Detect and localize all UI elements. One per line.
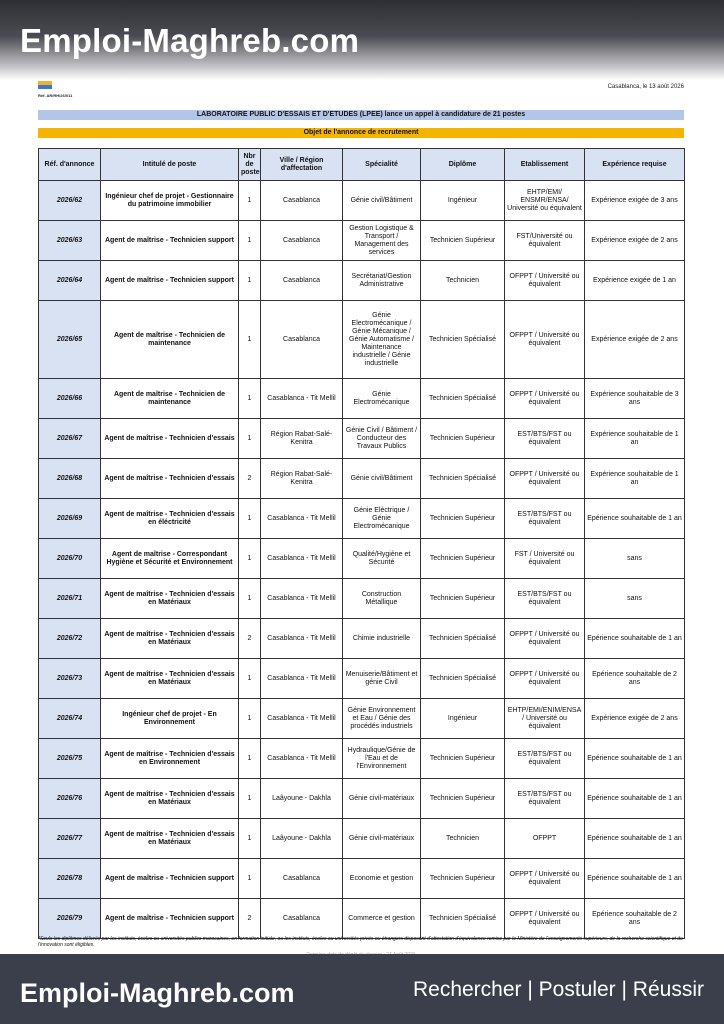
table-row bbox=[39, 301, 685, 379]
ref-cell: 2026/69 bbox=[39, 499, 101, 539]
positions-cell: 1 bbox=[239, 261, 261, 301]
institution-cell: OFPPT / Université ou équivalent bbox=[505, 301, 585, 379]
positions-cell: 1 bbox=[239, 659, 261, 699]
positions-cell: 2 bbox=[239, 899, 261, 939]
bottom-banner bbox=[0, 954, 724, 1024]
ref-cell: 2026/66 bbox=[39, 379, 101, 419]
table-row bbox=[39, 181, 685, 221]
job-title-cell: Agent de maîtrise - Technicien d'essais en Matériaux bbox=[101, 779, 239, 819]
experience-cell: Epérience souhaitable de 2 ans bbox=[585, 659, 685, 699]
positions-cell: 1 bbox=[239, 419, 261, 459]
specialty-cell: Gestion Logistique & Transport / Management des services bbox=[343, 221, 421, 261]
table-row bbox=[39, 261, 685, 301]
institution-cell: OFPPT / Université ou équivalent bbox=[505, 459, 585, 499]
lpee-logo-icon bbox=[38, 80, 52, 90]
specialty-cell: Hydraulique/Génie de l'Eau et de l'Environnement bbox=[343, 739, 421, 779]
job-title-cell: Agent de maîtrise - Technicien support bbox=[101, 221, 239, 261]
column-header: Spécialité bbox=[343, 149, 421, 181]
ref-cell: 2026/72 bbox=[39, 619, 101, 659]
ref-cell: 2026/74 bbox=[39, 699, 101, 739]
institution-cell: EST/BTS/FST ou équivalent bbox=[505, 739, 585, 779]
ref-cell: 2026/68 bbox=[39, 459, 101, 499]
specialty-cell: Génie civil/Bâtiment bbox=[343, 181, 421, 221]
city-cell: Casablanca - Tit Mellil bbox=[261, 619, 343, 659]
experience-cell: sans bbox=[585, 579, 685, 619]
diploma-cell: Technicien Supérieur bbox=[421, 779, 505, 819]
city-cell: Casablanca bbox=[261, 301, 343, 379]
job-title-cell: Ingénieur chef de projet - En Environnement bbox=[101, 699, 239, 739]
reference-number: Réf. AR/RH/26/011 bbox=[38, 93, 73, 98]
diploma-cell: Technicien Spécialisé bbox=[421, 899, 505, 939]
city-cell: Région Rabat-Salé-Kenitra bbox=[261, 459, 343, 499]
specialty-cell: Génie Environnement et Eau / Génie des procédés industriels bbox=[343, 699, 421, 739]
table-row bbox=[39, 221, 685, 261]
specialty-cell: Economie et gestion bbox=[343, 859, 421, 899]
experience-cell: Epérience souhaitable de 1 an bbox=[585, 619, 685, 659]
table-row bbox=[39, 459, 685, 499]
table-row bbox=[39, 819, 685, 859]
city-cell: Casablanca bbox=[261, 221, 343, 261]
ref-cell: 2026/63 bbox=[39, 221, 101, 261]
specialty-cell: Génie Electromécanique bbox=[343, 379, 421, 419]
positions-cell: 1 bbox=[239, 379, 261, 419]
institution-cell: OFPPT / Université ou équivalent bbox=[505, 899, 585, 939]
table-header-row bbox=[39, 149, 685, 181]
diploma-cell: Ingénieur bbox=[421, 699, 505, 739]
city-cell: Casablanca - Tit Mellil bbox=[261, 379, 343, 419]
job-title-cell: Agent de maîtrise - Technicien d'essais bbox=[101, 459, 239, 499]
city-cell: Casablanca - Tit Mellil bbox=[261, 739, 343, 779]
diploma-cell: Technicien Supérieur bbox=[421, 579, 505, 619]
experience-cell: Expérience exigée de 3 ans bbox=[585, 181, 685, 221]
specialty-cell: Chimie industrielle bbox=[343, 619, 421, 659]
specialty-cell: Génie civil-matériaux bbox=[343, 819, 421, 859]
positions-cell: 1 bbox=[239, 579, 261, 619]
positions-cell: 1 bbox=[239, 301, 261, 379]
date-line: Casablanca, le 13 août 2026 bbox=[607, 84, 684, 90]
experience-cell: Epérience souhaitable de 1 an bbox=[585, 499, 685, 539]
experience-cell: Expérience souhaitable de 3 ans bbox=[585, 379, 685, 419]
table-row bbox=[39, 619, 685, 659]
ref-cell: 2026/70 bbox=[39, 539, 101, 579]
diploma-cell: Technicien Supérieur bbox=[421, 419, 505, 459]
positions-cell: 1 bbox=[239, 779, 261, 819]
table-row bbox=[39, 379, 685, 419]
institution-cell: EST/BTS/FST ou équivalent bbox=[505, 419, 585, 459]
job-title-cell: Agent de maîtrise - Technicien d'essais en Matériaux bbox=[101, 579, 239, 619]
positions-cell: 2 bbox=[239, 619, 261, 659]
specialty-cell: Construction Métallique bbox=[343, 579, 421, 619]
column-header: Réf. d'annonce bbox=[39, 149, 101, 181]
table-row bbox=[39, 419, 685, 459]
diploma-cell: Technicien Spécialisé bbox=[421, 379, 505, 419]
city-cell: Laâyoune - Dakhla bbox=[261, 779, 343, 819]
city-cell: Région Rabat-Salé-Kenitra bbox=[261, 419, 343, 459]
job-title-cell: Agent de maîtrise - Technicien support bbox=[101, 859, 239, 899]
diploma-cell: Technicien Supérieur bbox=[421, 499, 505, 539]
column-header: Intitulé de poste bbox=[101, 149, 239, 181]
diploma-cell: Technicien Supérieur bbox=[421, 221, 505, 261]
institution-cell: FST/Université ou équivalent bbox=[505, 221, 585, 261]
institution-cell: FST / Université ou équivalent bbox=[505, 539, 585, 579]
positions-cell: 2 bbox=[239, 459, 261, 499]
ref-cell: 2026/75 bbox=[39, 739, 101, 779]
diploma-cell: Technicien Spécialisé bbox=[421, 301, 505, 379]
diploma-cell: Ingénieur bbox=[421, 181, 505, 221]
ref-cell: 2026/73 bbox=[39, 659, 101, 699]
table-row bbox=[39, 499, 685, 539]
experience-cell: Expérience exigée de 2 ans bbox=[585, 221, 685, 261]
job-title-cell: Agent de maîtrise - Technicien support bbox=[101, 261, 239, 301]
experience-cell: sans bbox=[585, 539, 685, 579]
column-header: Etablissement bbox=[505, 149, 585, 181]
institution-cell: OFPPT / Université ou équivalent bbox=[505, 659, 585, 699]
specialty-cell: Génie Electromécanique / Génie Mécanique / Génie Automatisme / Maintenance industrielle / Génie industrielle bbox=[343, 301, 421, 379]
experience-cell: Expérience souhaitable de 1 an bbox=[585, 419, 685, 459]
ref-cell: 2026/64 bbox=[39, 261, 101, 301]
ref-cell: 2026/62 bbox=[39, 181, 101, 221]
ref-cell: 2026/71 bbox=[39, 579, 101, 619]
specialty-cell: Menuiserie/Bâtiment et génie Civil bbox=[343, 659, 421, 699]
positions-cell: 1 bbox=[239, 499, 261, 539]
experience-cell: Expérience exigée de 1 an bbox=[585, 261, 685, 301]
table-row bbox=[39, 539, 685, 579]
city-cell: Laâyoune - Dakhla bbox=[261, 819, 343, 859]
institution-cell: OFPPT bbox=[505, 819, 585, 859]
experience-cell: Epérience souhaitable de 2 ans bbox=[585, 899, 685, 939]
table-row bbox=[39, 779, 685, 819]
eligibility-footnote: *Seuls les diplômes délivrés par les instituts, écoles ou universités publics marocaines, en formation initiale, ou les instituts, écoles ou universités privés ou étrangers disposant d'attestation d'équivalence remise par le Ministère de l'enseignements supérieurs, de la recherche scientifique et de l'innovation sont éligibles. bbox=[38, 936, 683, 948]
column-header: Nbr de poste bbox=[239, 149, 261, 181]
experience-cell: Epérience souhaitable de 1 an bbox=[585, 739, 685, 779]
ref-cell: 2026/67 bbox=[39, 419, 101, 459]
institution-cell: EHTP/EMI/ ENSMR/ENSA/ Université ou équivalent bbox=[505, 181, 585, 221]
diploma-cell: Technicien Spécialisé bbox=[421, 619, 505, 659]
column-header: Expérience requise bbox=[585, 149, 685, 181]
job-title-cell: Agent de maîtrise - Technicien d'essais en Matériaux bbox=[101, 819, 239, 859]
institution-cell: OFPPT / Université ou équivalent bbox=[505, 619, 585, 659]
top-banner bbox=[0, 0, 724, 80]
table-row bbox=[39, 899, 685, 939]
specialty-cell: Qualité/Hygiène et Sécurité bbox=[343, 539, 421, 579]
diploma-cell: Technicien Spécialisé bbox=[421, 659, 505, 699]
specialty-cell: Génie Civil / Bâtiment / Conducteur des Travaux Publics bbox=[343, 419, 421, 459]
job-title-cell: Agent de maîtrise - Technicien d'essais bbox=[101, 419, 239, 459]
job-title-cell: Agent de maîtrise - Technicien d'essais en Matériaux bbox=[101, 619, 239, 659]
job-title-cell: Agent de maîtrise - Correspondant Hygiène et Sécurité et Environnement bbox=[101, 539, 239, 579]
specialty-cell: Secrétariat/Gestion Administrative bbox=[343, 261, 421, 301]
institution-cell: EHTP/EMI/ENIM/ENSA / Université ou équivalent bbox=[505, 699, 585, 739]
specialty-cell: Commerce et gestion bbox=[343, 899, 421, 939]
city-cell: Casablanca bbox=[261, 899, 343, 939]
job-title-cell: Agent de maîtrise - Technicien d'essais en Environnement bbox=[101, 739, 239, 779]
institution-cell: EST/BTS/FST ou équivalent bbox=[505, 499, 585, 539]
institution-cell: OFPPT / Université ou équivalent bbox=[505, 261, 585, 301]
city-cell: Casablanca bbox=[261, 261, 343, 301]
experience-cell: Epérience souhaitable de 1 an bbox=[585, 819, 685, 859]
ref-cell: 2026/78 bbox=[39, 859, 101, 899]
specialty-cell: Génie civil-matériaux bbox=[343, 779, 421, 819]
footer-site-name[interactable]: Emploi-Maghreb.com bbox=[20, 978, 295, 1008]
specialty-cell: Génie civil/Bâtiment bbox=[343, 459, 421, 499]
positions-cell: 1 bbox=[239, 221, 261, 261]
announcement-title: LABORATOIRE PUBLIC D'ESSAIS ET D'ETUDES (LPEE) lance un appel à candidature de 21 postes bbox=[38, 110, 684, 120]
diploma-cell: Technicien Supérieur bbox=[421, 859, 505, 899]
ref-cell: 2026/79 bbox=[39, 899, 101, 939]
institution-cell: OFPPT / Université ou équivalent bbox=[505, 379, 585, 419]
city-cell: Casablanca bbox=[261, 181, 343, 221]
diploma-cell: Technicien Spécialisé bbox=[421, 459, 505, 499]
footer-slogan: Rechercher | Postuler | Réussir bbox=[412, 978, 704, 1001]
ref-cell: 2026/77 bbox=[39, 819, 101, 859]
experience-cell: Epérience souhaitable de 1 an bbox=[585, 859, 685, 899]
job-title-cell: Agent de maîtrise - Technicien de maintenance bbox=[101, 379, 239, 419]
institution-cell: EST/BTS/FST ou équivalent bbox=[505, 579, 585, 619]
positions-cell: 1 bbox=[239, 181, 261, 221]
ref-cell: 2026/65 bbox=[39, 301, 101, 379]
city-cell: Casablanca - Tit Mellil bbox=[261, 579, 343, 619]
city-cell: Casablanca - Tit Mellil bbox=[261, 499, 343, 539]
job-title-cell: Agent de maîtrise - Technicien de maintenance bbox=[101, 301, 239, 379]
site-name[interactable]: Emploi-Maghreb.com bbox=[20, 22, 360, 59]
column-header: Diplôme bbox=[421, 149, 505, 181]
table-row bbox=[39, 859, 685, 899]
ref-cell: 2026/76 bbox=[39, 779, 101, 819]
diploma-cell: Technicien Supérieur bbox=[421, 739, 505, 779]
institution-cell: OFPPT / Université ou équivalent bbox=[505, 859, 585, 899]
diploma-cell: Technicien bbox=[421, 819, 505, 859]
city-cell: Casablanca - Tit Mellil bbox=[261, 539, 343, 579]
city-cell: Casablanca - Tit Mellil bbox=[261, 659, 343, 699]
city-cell: Casablanca bbox=[261, 859, 343, 899]
table-row bbox=[39, 579, 685, 619]
job-title-cell: Ingénieur chef de projet - Gestionnaire du patrimoine immobilier bbox=[101, 181, 239, 221]
diploma-cell: Technicien Supérieur bbox=[421, 539, 505, 579]
job-title-cell: Agent de maîtrise - Technicien support bbox=[101, 899, 239, 939]
jobs-table bbox=[38, 148, 685, 939]
diploma-cell: Technicien bbox=[421, 261, 505, 301]
table-row bbox=[39, 699, 685, 739]
experience-cell: Expérience exigée de 2 ans bbox=[585, 301, 685, 379]
positions-cell: 1 bbox=[239, 819, 261, 859]
experience-cell: Epérience souhaitable de 1 an bbox=[585, 779, 685, 819]
positions-cell: 1 bbox=[239, 539, 261, 579]
experience-cell: Expérience exigée de 2 ans bbox=[585, 699, 685, 739]
institution-cell: EST/BTS/FST ou équivalent bbox=[505, 779, 585, 819]
specialty-cell: Génie Eléctrique / Génie Electromécanique bbox=[343, 499, 421, 539]
positions-cell: 1 bbox=[239, 859, 261, 899]
announcement-object: Objet de l'annonce de recrutement bbox=[38, 128, 684, 138]
table-row bbox=[39, 659, 685, 699]
positions-cell: 1 bbox=[239, 699, 261, 739]
job-title-cell: Agent de maîtrise - Technicien d'essais en Matériaux bbox=[101, 659, 239, 699]
positions-cell: 1 bbox=[239, 739, 261, 779]
job-title-cell: Agent de maîtrise - Technicien d'essais en éléctricité bbox=[101, 499, 239, 539]
city-cell: Casablanca - Tit Mellil bbox=[261, 699, 343, 739]
table-row bbox=[39, 739, 685, 779]
column-header: Ville / Région d'affectation bbox=[261, 149, 343, 181]
experience-cell: Expérience souhaitable de 1 an bbox=[585, 459, 685, 499]
